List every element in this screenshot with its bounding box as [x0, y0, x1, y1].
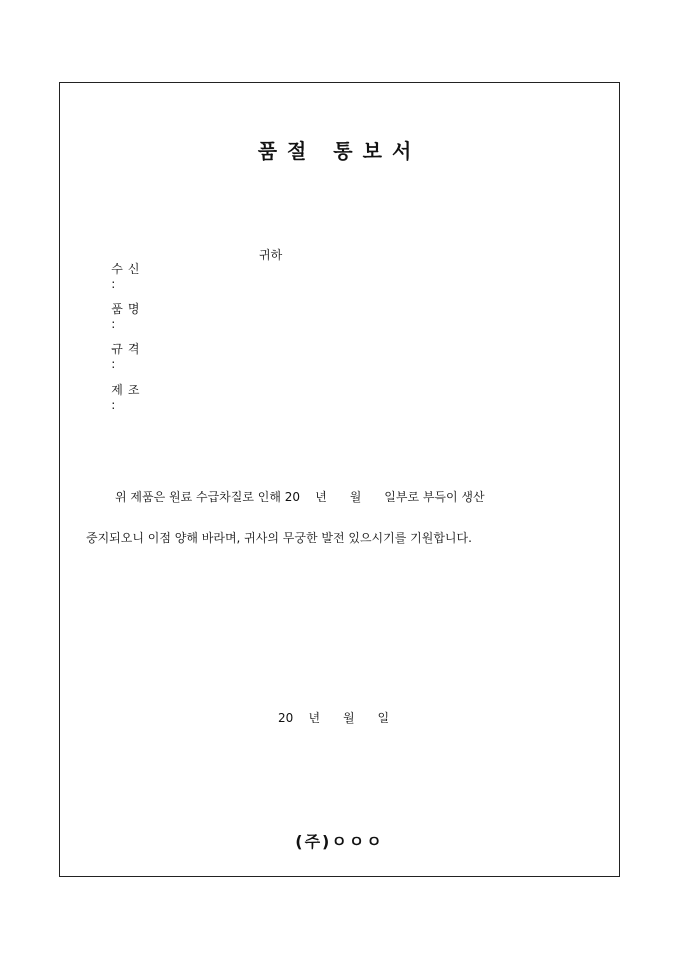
- document-title: 품절 통보서: [257, 139, 422, 163]
- recipient-suffix: 귀하: [259, 248, 283, 262]
- field-spec-label: 규격: [111, 342, 145, 356]
- field-recipient-label: 수신: [111, 262, 145, 276]
- field-product-name-label: 품명: [111, 302, 145, 316]
- document-frame: [59, 82, 620, 877]
- field-recipient-colon: :: [111, 277, 116, 291]
- field-manufacturer: [96, 367, 144, 426]
- body-line-2: 중지되오니 이점 양해 바라며, 귀사의 무궁한 발전 있으시기를 기원합니다.: [86, 531, 472, 545]
- field-manufacturer-label: 제조: [111, 383, 145, 397]
- field-manufacturer-colon: :: [111, 398, 116, 412]
- field-product-name-colon: :: [111, 317, 116, 331]
- body-line-1: 위 제품은 원료 수급차질로 인해 20 년 월 일부로 부득이 생산: [115, 490, 485, 504]
- date-line: 20 년 월 일: [278, 711, 390, 725]
- company-name: (주)ㅇㅇㅇ: [295, 832, 384, 851]
- field-spec-colon: :: [111, 357, 116, 371]
